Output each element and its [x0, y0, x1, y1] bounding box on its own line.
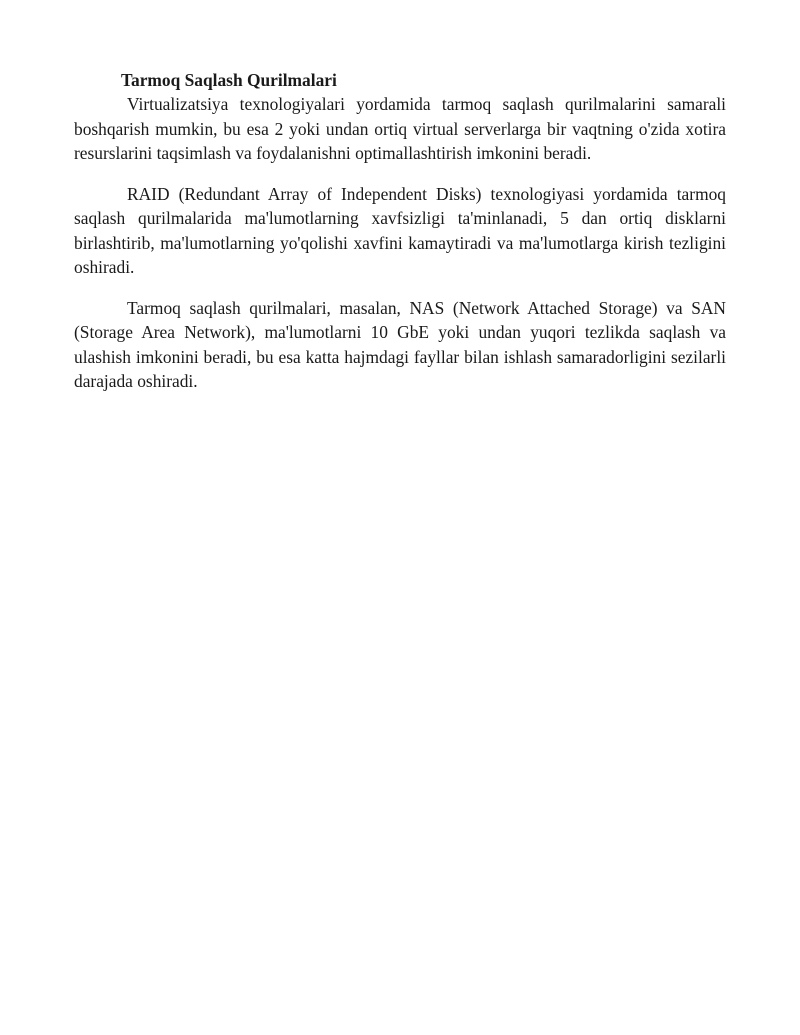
document-heading: Tarmoq Saqlash Qurilmalari	[121, 70, 337, 90]
paragraph-raid: RAID (Redundant Array of Independent Disks) texnologiyasi yordamida tarmoq saqlash qurilmalarida ma'lumotlarning xavfsizligi ta'minlanadi, 5 dan ortiq disklarni birlashtirib, ma'lumotlarning yo'qolishi xavfini kamaytiradi va ma'lumotlarga kirish tezligini oshiradi.	[74, 183, 726, 277]
document-body	[74, 68, 726, 394]
paragraph-nas-san: Tarmoq saqlash qurilmalari, masalan, NAS (Network Attached Storage) va SAN (Storage Area Network), ma'lumotlarni 10 GbE yoki undan yuqori tezlikda saqlash va ulashish imkonini beradi, bu esa katta hajmdagi fayllar bilan ishlash samaradorligini sezilarli darajada oshiradi.	[74, 297, 726, 391]
paragraph-virtualization: Virtualizatsiya texnologiyalari yordamida tarmoq saqlash qurilmalarini samarali boshqarish mumkin, bu esa 2 yoki undan ortiq virtual serverlarga bir vaqtning o'zida xotira resurslarini taqsimlash va foydalanishni optimallashtirish imkonini beradi.	[74, 94, 726, 163]
